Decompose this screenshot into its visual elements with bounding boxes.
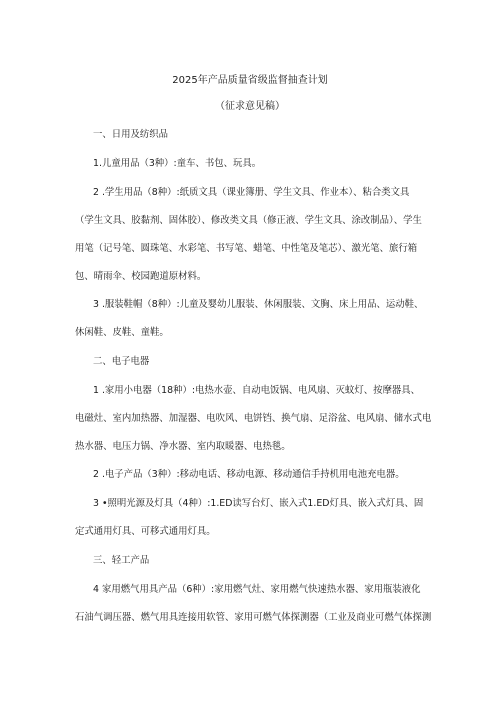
paragraph-line: 休闲鞋、皮鞋、童鞋。 <box>75 327 169 338</box>
paragraph-line: 定式通用灯具、可移式通用灯具。 <box>75 526 216 537</box>
paragraph-line: 4 家用燃气用具产品（6种）:家用燃气灶、家用燃气快速热水器、家用瓶装液化 <box>93 584 421 595</box>
section-heading-daily-textile: 一、日用及纺织品 <box>93 129 169 140</box>
paragraph-line: 3 •照明光源及灯具（4种）:1.ED读写台灯、嵌入式1.ED灯具、嵌入式灯具、固 <box>93 498 424 509</box>
paragraph-line: （学生文具、胶黏剂、固体胶）、修改类文具（修正液、学生文具、涂改制品）、学生 <box>75 215 422 226</box>
paragraph-line: 热水器、电压力锅、净水器、室内取暖器、电热毯。 <box>75 441 291 452</box>
paragraph-line: 2 .学生用品（8种）:纸质文具（课业簿册、学生文具、作业本）、粘合类文具 <box>93 187 410 198</box>
paragraph-line: 1 .家用小电器（18种）:电热水壶、自动电饭锅、电风扇、灭蚊灯、按摩器具、 <box>93 385 421 396</box>
paragraph-line: 石油气调压器、燃气用具连接用软管、家用可燃气体探测器（工业及商业可燃气体探测 <box>75 612 432 623</box>
paragraph-line: 1.儿童用品（3种）:童车、书包、玩具。 <box>93 158 262 169</box>
paragraph-line: 电磁灶、室内加热器、加湿器、电吹风、电饼铛、换气扇、足浴盆、电风扇、储水式电 <box>75 413 432 424</box>
paragraph-line: 包、晴雨伞、校园跑道原材料。 <box>75 271 207 282</box>
document-title: 2025年产品质量省级监督抽查计划 <box>172 75 328 86</box>
document-subtitle: （征求意见稿） <box>215 101 285 112</box>
paragraph-line: 2 .电子产品（3种）:移动电话、移动电源、移动通信手持机用电池充电器。 <box>93 469 405 480</box>
paragraph-line: 3 .服装鞋帽（8种）:儿童及婴幼儿服装、休闲服装、文胸、床上用品、运动鞋、 <box>93 299 424 310</box>
paragraph-line: 用笔（记号笔、圆珠笔、水彩笔、书写笔、蜡笔、中性笔及笔芯）、激光笔、旅行箱 <box>75 243 418 254</box>
section-heading-electronics: 二、电子电器 <box>93 356 150 367</box>
section-heading-light-industry: 三、轻工产品 <box>93 555 150 566</box>
